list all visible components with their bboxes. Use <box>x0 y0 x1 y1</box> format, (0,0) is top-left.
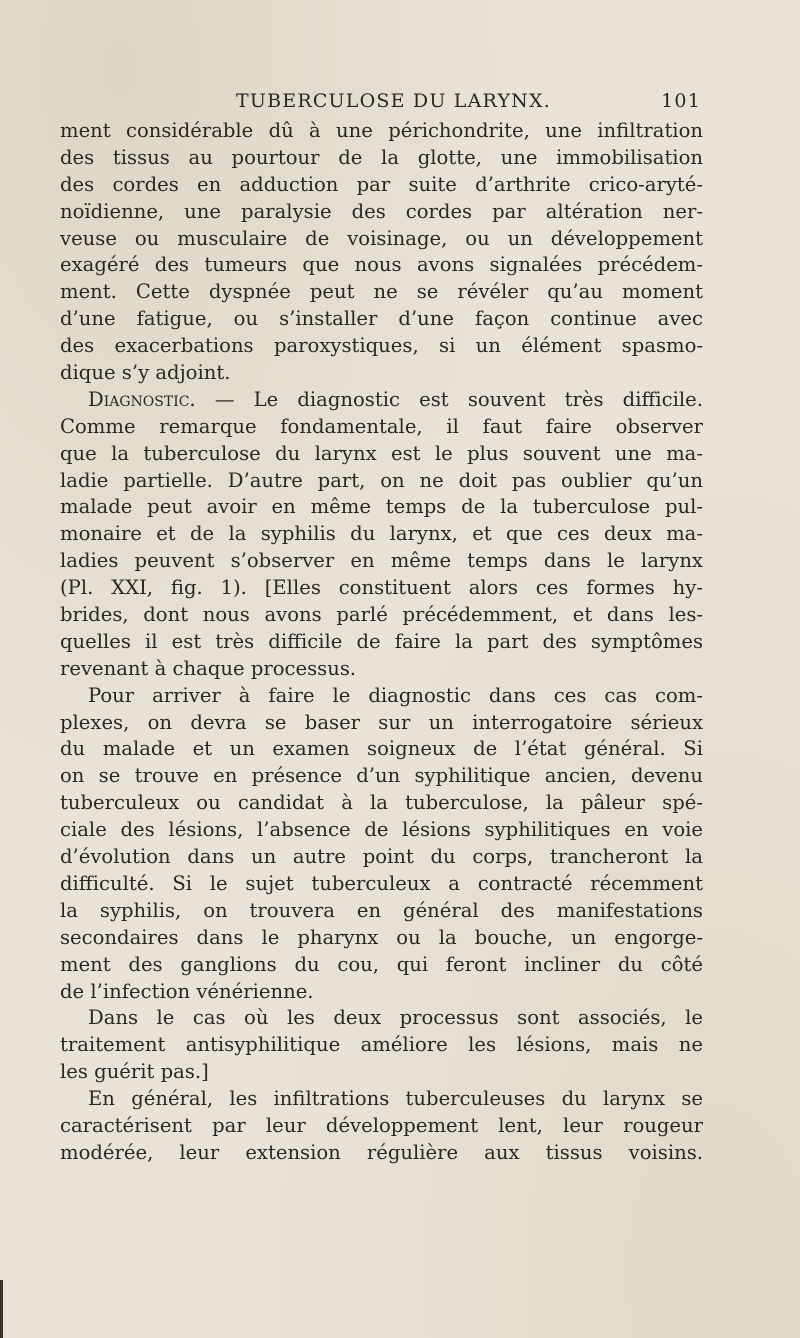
text-line: veuse ou musculaire de voisinage, ou un développement <box>60 226 703 250</box>
text-line: noïdienne, une paralysie des cordes par altération ner- <box>60 199 703 223</box>
text-line: ment considérable dû à une périchondrite, une infiltration <box>60 119 703 142</box>
book-page <box>60 78 703 1167</box>
text-line: d’une fatigue, ou s’installer d’une façon continue avec <box>60 307 703 331</box>
body-text <box>60 118 703 1167</box>
text-line: secondaires dans le pharynx ou la bouche, un engorge- <box>60 925 703 949</box>
running-head <box>60 78 703 118</box>
text-line: brides, dont nous avons parlé précédemment, et dans les- <box>60 603 703 627</box>
text-line: exagéré des tumeurs que nous avons signalées précédem- <box>60 253 703 277</box>
text-line: ladies peuvent s’observer en même temps dans le larynx <box>60 549 703 573</box>
text-line: ciale des lésions, l’absence de lésions syphilitiques en voie <box>60 818 703 842</box>
text-line-rest: — Le diagnostic est souvent très difficile. <box>195 387 703 411</box>
text-line: que la tuberculose du larynx est le plus souvent une ma- <box>60 441 703 465</box>
text-line: ment. Cette dyspnée peut ne se révéler qu’au moment <box>60 280 703 304</box>
text-line: ment des ganglions du cou, qui feront incliner du côté <box>60 952 703 976</box>
section-heading: Diagnostic. <box>88 387 196 411</box>
text-line <box>60 387 703 414</box>
text-line: traitement antisyphilitique améliore les lésions, mais ne <box>60 1033 703 1057</box>
page-edge-shadow <box>0 1280 3 1338</box>
text-line: des cordes en adduction par suite d’arthrite crico-aryté- <box>60 172 703 196</box>
text-line: des exacerbations paroxystiques, si un élément spasmo- <box>60 334 703 358</box>
text-line: Comme remarque fondamentale, il faut faire observer <box>60 414 703 438</box>
text-line: du malade et un examen soigneux de l’état général. Si <box>60 737 703 761</box>
text-line: dique s’y adjoint. <box>60 361 231 385</box>
text-line: quelles il est très difficile de faire la part des symptômes <box>60 629 703 653</box>
text-line: caractérisent par leur développement lent, leur rougeur <box>60 1113 703 1137</box>
text-line: ladie partielle. D’autre part, on ne doit pas oublier qu’un <box>60 468 703 492</box>
running-head-title: TUBERCULOSE DU LARYNX. <box>236 90 551 112</box>
text-line: tuberculeux ou candidat à la tuberculose, la pâleur spé- <box>60 791 703 815</box>
text-line: monaire et de la syphilis du larynx, et que ces deux ma- <box>60 522 703 546</box>
text-line: Dans le cas où les deux processus sont associés, le <box>88 1006 703 1030</box>
text-line: les guérit pas.] <box>60 1060 209 1084</box>
text-line: d’évolution dans un autre point du corps, trancheront la <box>60 845 703 869</box>
page-number: 101 <box>661 90 701 112</box>
text-line: revenant à chaque processus. <box>60 656 357 680</box>
text-line: on se trouve en présence d’un syphilitique ancien, devenu <box>60 764 703 788</box>
text-line: plexes, on devra se baser sur un interrogatoire sérieux <box>60 710 703 734</box>
text-line: des tissus au pourtour de la glotte, une immobilisation <box>60 145 703 169</box>
text-line: la syphilis, on trouvera en général des manifestations <box>60 898 703 922</box>
text-line: (Pl. XXI, fig. 1). [Elles constituent alors ces formes hy- <box>60 576 703 600</box>
text-line: malade peut avoir en même temps de la tuberculose pul- <box>60 495 703 519</box>
text-line: difficulté. Si le sujet tuberculeux a contracté récemment <box>60 871 703 895</box>
text-line: En général, les infiltrations tuberculeuses du larynx se <box>88 1087 703 1111</box>
text-line: de l’infection vénérienne. <box>60 979 314 1003</box>
text-line: Pour arriver à faire le diagnostic dans ces cas com- <box>88 683 703 707</box>
text-line: modérée, leur extension régulière aux tissus voisins. <box>60 1140 703 1164</box>
